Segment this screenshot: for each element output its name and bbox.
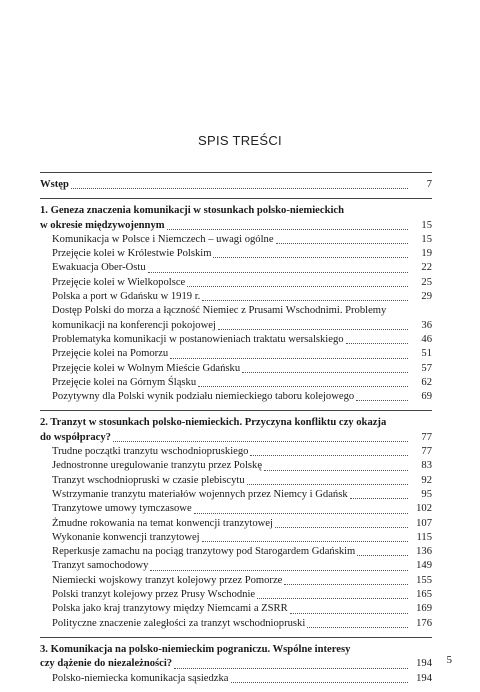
toc-entry-label: Polska a port w Gdańsku w 1919 r. — [52, 291, 201, 303]
leader-dots — [187, 286, 408, 287]
leader-dots — [71, 188, 408, 189]
toc-entry-label: Trudne początki tranzytu wschodniopruskiego — [52, 446, 249, 458]
toc-entry-label: Przejęcie kolei w Królestwie Polskim — [52, 248, 212, 260]
toc-entry[interactable] — [40, 474, 432, 488]
toc-entry-page: 149 — [416, 560, 432, 572]
leader-dots — [148, 272, 408, 273]
toc-entry[interactable] — [40, 233, 432, 247]
leader-dots — [290, 613, 408, 614]
leader-dots — [356, 400, 408, 401]
toc-entry-page: 194 — [416, 672, 432, 684]
toc-entry-page: 46 — [421, 333, 432, 345]
toc-entry-chapter[interactable] — [40, 657, 432, 671]
toc-entry-chapter[interactable] — [40, 219, 432, 233]
leader-dots — [174, 668, 408, 669]
toc-entry-page: 36 — [421, 319, 432, 331]
leader-dots — [242, 372, 408, 373]
toc-entry-page: 95 — [421, 488, 432, 500]
toc-entry[interactable] — [40, 390, 432, 404]
leader-dots — [213, 257, 408, 258]
leader-dots — [198, 386, 408, 387]
toc-entry-page: 69 — [421, 391, 432, 403]
page-title: SPIS TREŚCI — [198, 133, 282, 148]
chapter-title-line: 3. Komunikacja na polsko-niemieckim pograniczu. Wspólne interesy — [40, 643, 351, 655]
toc-entry-label: Reperkusje zamachu na pociąg tranzytowy pod Starogardem Gdańskim — [52, 546, 356, 558]
leader-dots — [346, 343, 408, 344]
toc-entry[interactable] — [40, 545, 432, 559]
toc-entry-chapter[interactable] — [40, 431, 432, 445]
toc-entry-label: Komunikacja w Polsce i Niemczech – uwagi ogólne — [52, 233, 274, 245]
toc-entry-label: Polski tranzyt kolejowy przez Prusy Wschodnie — [52, 589, 256, 601]
toc-entry[interactable] — [40, 531, 432, 545]
toc-entry[interactable] — [40, 290, 432, 304]
leader-dots — [231, 682, 408, 683]
toc-entry-page: 155 — [416, 574, 432, 586]
chapter-title-line: w okresie międzywojennym — [40, 219, 165, 231]
toc-entry-label: Pozytywny dla Polski wynik podziału niemieckiego taboru kolejowego — [52, 391, 355, 403]
page-number: 5 — [446, 654, 452, 666]
leader-dots — [307, 627, 408, 628]
toc-entry-page: 102 — [416, 503, 432, 515]
chapter-list — [40, 198, 432, 692]
toc-entry-label: Tranzyt samochodowy — [52, 560, 149, 572]
toc-entry-label: Polska jako kraj tranzytowy między Niemcami a ZSRR — [52, 603, 288, 615]
toc-entry-page: 77 — [421, 446, 432, 458]
toc-entry-label: Wykonanie konwencji tranzytowej — [52, 531, 200, 543]
leader-dots — [218, 329, 408, 330]
toc-entry[interactable] — [40, 261, 432, 275]
leader-dots — [250, 455, 408, 456]
toc-entry[interactable] — [40, 574, 432, 588]
toc-entry-label: Wstęp — [40, 179, 69, 190]
leader-dots — [150, 570, 408, 571]
leader-dots — [264, 470, 408, 471]
toc-entry[interactable] — [40, 276, 432, 290]
toc-entry-page: 92 — [421, 474, 432, 486]
toc-entry-label: Wstrzymanie tranzytu materiałów wojennych przez Niemcy i Gdańsk — [52, 488, 348, 500]
toc-entry[interactable] — [40, 672, 432, 686]
toc-entry-page: 22 — [421, 262, 432, 274]
toc-entry[interactable] — [40, 319, 432, 333]
toc-entry[interactable] — [40, 247, 432, 261]
leader-dots — [202, 541, 408, 542]
toc-entry-page: 176 — [416, 617, 432, 629]
leader-dots — [113, 441, 408, 442]
toc-entry-page: 29 — [421, 291, 432, 303]
toc-entry-page: 51 — [421, 348, 432, 360]
toc-entry-page: 25 — [421, 276, 432, 288]
chapter-title-line: do współpracy? — [40, 431, 111, 443]
leader-dots — [257, 598, 408, 599]
toc-entry[interactable] — [40, 459, 432, 473]
toc-entry-label: Polityczne znaczenie zaległości za tranzyt wschodniopruski — [52, 617, 306, 629]
toc-entry[interactable] — [40, 502, 432, 516]
toc-entry-page: 107 — [416, 517, 432, 529]
toc-entry-label: Tranzytowe umowy tymczasowe — [52, 503, 192, 515]
toc-entry-label: Tranzyt wschodniopruski w czasie plebiscytu — [52, 474, 245, 486]
toc-entry-label: Jednostronne uregulowanie tranzytu przez Polskę — [52, 460, 263, 472]
toc-entry[interactable] — [40, 602, 432, 616]
toc-entry-label: Polsko-niemiecka komunikacja sąsiedzka — [52, 672, 229, 684]
toc-entry[interactable] — [40, 617, 432, 631]
toc-entry-label: Żmudne rokowania na temat konwencji tranzytowej — [52, 517, 273, 529]
toc-entry-intro[interactable] — [40, 178, 432, 192]
toc-entry-label-line: Dostęp Polski do morza a łączność Niemiec z Prusami Wschodnimi. Problemy — [52, 305, 387, 317]
toc-entry-label: Przejęcie kolei w Wielkopolsce — [52, 276, 186, 288]
toc-entry-page: 169 — [416, 603, 432, 615]
toc-entry-label: Przejęcie kolei na Pomorzu — [52, 348, 169, 360]
toc-entry-label: Niemiecki wojskowy tranzyt kolejowy przez Pomorze — [52, 574, 283, 586]
chapter-title-line: 1. Geneza znaczenia komunikacji w stosunkach polsko-niemieckich — [40, 205, 344, 217]
leader-dots — [247, 484, 408, 485]
toc-entry[interactable] — [40, 517, 432, 531]
toc-entry-page: 115 — [416, 531, 432, 543]
leader-dots — [284, 584, 408, 585]
toc-entry-label: komunikacji na konferencji pokojowej — [52, 319, 216, 331]
chapter-title-line: 2. Tranzyt w stosunkach polsko-niemieckich. Przyczyna konfliktu czy okazja — [40, 417, 387, 429]
toc-entry-page: 15 — [421, 233, 432, 245]
toc-entry-page: 15 — [421, 219, 432, 231]
toc-entry-page: 136 — [416, 546, 432, 558]
toc-entry-page: 57 — [421, 362, 432, 374]
leader-dots — [202, 300, 408, 301]
leader-dots — [194, 513, 408, 514]
toc-entry-page: 7 — [426, 179, 432, 190]
toc-entry-page: 83 — [421, 460, 432, 472]
leader-dots — [167, 229, 408, 230]
toc-entry-page: 165 — [416, 589, 432, 601]
toc-entry[interactable] — [40, 445, 432, 459]
toc-entry-label: Ewakuacja Ober-Ostu — [52, 262, 146, 274]
toc-entry-page: 77 — [421, 431, 432, 443]
toc-entry[interactable] — [40, 347, 432, 361]
toc-entry[interactable] — [40, 588, 432, 602]
leader-dots — [276, 243, 408, 244]
toc-entry[interactable] — [40, 376, 432, 390]
leader-dots — [357, 555, 408, 556]
chapter-title-line: czy dążenie do niezależności? — [40, 658, 173, 670]
toc-entry-label: Przejęcie kolei na Górnym Śląsku — [52, 376, 197, 388]
toc-entry-page: 194 — [416, 658, 432, 670]
toc-entry[interactable] — [40, 333, 432, 347]
toc-entry[interactable] — [40, 488, 432, 502]
leader-dots — [350, 498, 408, 499]
toc-entry[interactable] — [40, 362, 432, 376]
toc-entry-label: Problematyka komunikacji w postanowieniach traktatu wersalskiego — [52, 333, 344, 345]
toc-entry-page: 19 — [421, 248, 432, 260]
toc-entry-page: 62 — [421, 376, 432, 388]
toc-entry[interactable] — [40, 559, 432, 573]
table-of-contents — [40, 172, 432, 692]
leader-dots — [275, 527, 408, 528]
toc-entry-label: Przejęcie kolei w Wolnym Mieście Gdańsku — [52, 362, 241, 374]
leader-dots — [170, 358, 408, 359]
